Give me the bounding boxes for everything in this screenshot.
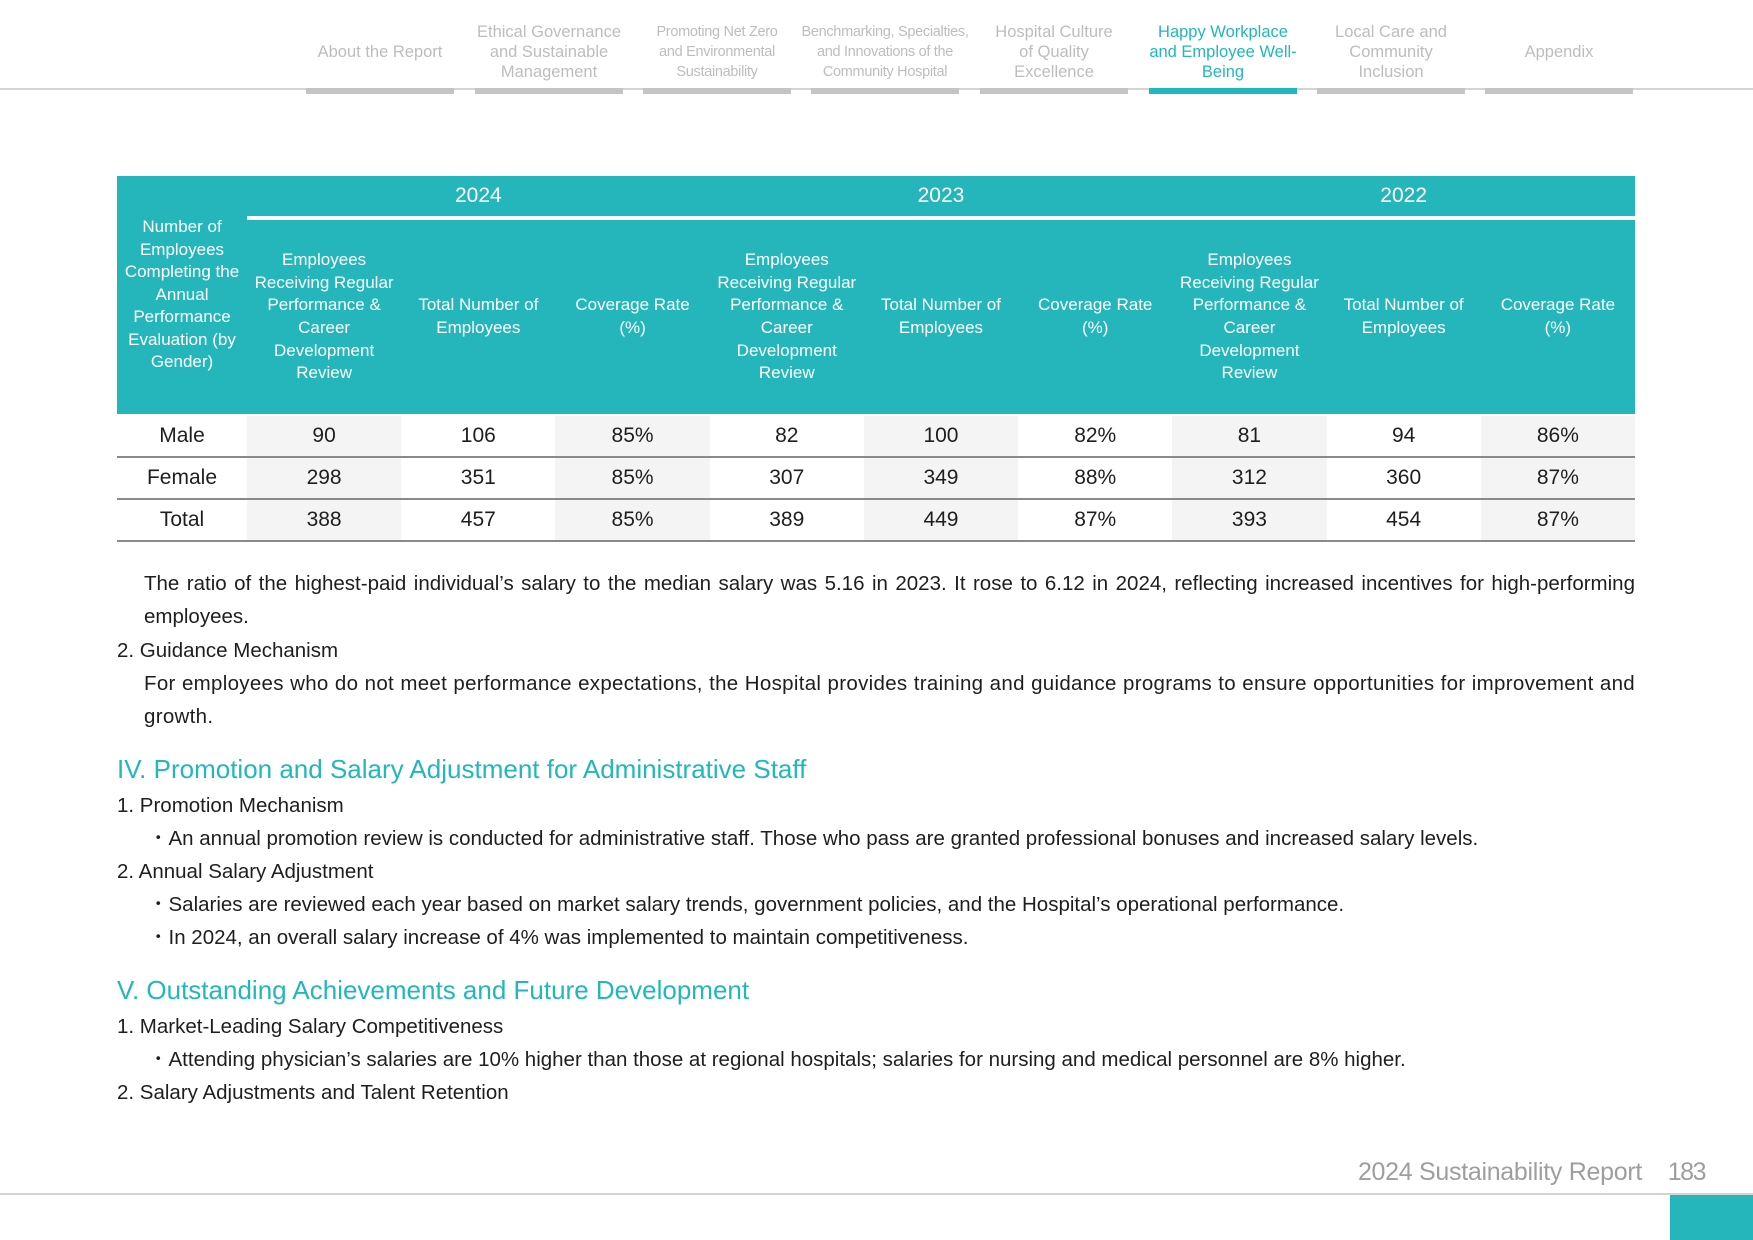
table-cell: 82% [1018, 415, 1172, 457]
table-cell: 87% [1481, 499, 1635, 541]
table-corner-header: Number of Employees Completing the Annual Performance Evaluation (by Gender) [117, 176, 247, 415]
tab-label: Hospital Culture of Quality Excellence [995, 23, 1113, 81]
tab-ethical-governance[interactable] [475, 20, 623, 94]
footer-divider [0, 1193, 1753, 1195]
market-competitiveness-heading: 1. Market-Leading Salary Competitiveness [117, 1015, 504, 1038]
tab-label: Benchmarking, Specialties, and Innovations of the Community Hospital [801, 24, 969, 80]
table-cell: 389 [710, 499, 864, 541]
row-label: Male [117, 415, 247, 457]
page-number: 183 [1667, 1158, 1705, 1186]
table-cell: 457 [401, 499, 555, 541]
table-cell: 393 [1172, 499, 1326, 541]
table-cell: 100 [864, 415, 1018, 457]
column-header-rate: Coverage Rate (%) [1018, 218, 1172, 415]
annual-adjustment-heading: 2. Annual Salary Adjustment [117, 860, 374, 883]
tab-net-zero[interactable] [643, 20, 791, 94]
tab-about-the-report[interactable] [306, 20, 454, 94]
table-cell: 82 [710, 415, 864, 457]
annual-adjustment-bullet: ・Salaries are reviewed each year based on market salary trends, government policies, and the Hospital’s operational performance. [148, 893, 1345, 916]
guidance-heading: 2. Guidance Mechanism [117, 639, 339, 662]
tab-local-care[interactable] [1317, 20, 1465, 94]
table-row-male [117, 415, 1635, 457]
table-cell: 81 [1172, 415, 1326, 457]
column-header-rate: Coverage Rate (%) [1481, 218, 1635, 415]
table-cell: 85% [555, 499, 709, 541]
table-cell: 454 [1327, 499, 1481, 541]
year-header-2024: 2024 [247, 176, 710, 218]
talent-retention-heading: 2. Salary Adjustments and Talent Retention [117, 1081, 509, 1104]
footer-accent-block [1670, 1195, 1753, 1240]
table-cell: 87% [1481, 457, 1635, 499]
tab-label: Happy Workplace and Employee Well-Being [1149, 23, 1297, 81]
annual-adjustment-bullet: ・In 2024, an overall salary increase of 4% was implemented to maintain competitiveness. [148, 926, 969, 949]
year-header-2022: 2022 [1172, 176, 1635, 218]
table-cell: 85% [555, 415, 709, 457]
tab-label: Ethical Governance and Sustainable Management [477, 23, 621, 81]
promotion-bullet: ・An annual promotion review is conducted for administrative staff. Those who pass are granted professional bonuses and increased salary levels. [148, 827, 1479, 850]
market-competitiveness-bullet: ・Attending physician’s salaries are 10% higher than those at regional hospitals; salaries for nursing and medical personnel are 8% higher. [148, 1048, 1406, 1071]
top-navigation [0, 0, 1753, 95]
table-cell: 87% [1018, 499, 1172, 541]
tab-appendix[interactable] [1485, 20, 1633, 94]
table-cell: 90 [247, 415, 401, 457]
tab-label: Local Care and Community Inclusion [1335, 23, 1447, 81]
tab-indicator [1317, 88, 1465, 94]
tab-hospital-culture[interactable] [980, 20, 1128, 94]
tab-indicator [811, 88, 959, 94]
tab-benchmarking[interactable] [801, 20, 969, 94]
table-cell: 388 [247, 499, 401, 541]
section-5-heading: V. Outstanding Achievements and Future Development [117, 975, 750, 1005]
tab-indicator [306, 88, 454, 94]
column-header-total: Total Number of Employees [401, 218, 555, 415]
year-header-2023: 2023 [710, 176, 1173, 218]
guidance-paragraph: For employees who do not meet performance expectations, the Hospital provides training and guidance programs to ensure opportunities for improvement and growth. [144, 672, 1635, 728]
column-header-receiving: Employees Receiving Regular Performance & Career Development Review [247, 218, 401, 415]
report-title: 2024 Sustainability Report [1357, 1158, 1642, 1186]
table-cell: 86% [1481, 415, 1635, 457]
table-cell: 298 [247, 457, 401, 499]
promotion-heading: 1. Promotion Mechanism [117, 794, 344, 817]
tab-indicator [1485, 88, 1633, 94]
table-cell: 449 [864, 499, 1018, 541]
column-header-total: Total Number of Employees [864, 218, 1018, 415]
table-cell: 360 [1327, 457, 1481, 499]
section-4-heading: IV. Promotion and Salary Adjustment for Administrative Staff [117, 754, 807, 784]
tab-indicator [475, 88, 623, 94]
table-cell: 351 [401, 457, 555, 499]
salary-ratio-paragraph: The ratio of the highest-paid individual’s salary to the median salary was 5.16 in 2023. It rose to 6.12 in 2024, reflecting increased incentives for high-performing employees. [144, 572, 1635, 628]
tab-indicator [980, 88, 1128, 94]
table-cell: 307 [710, 457, 864, 499]
tab-label: About the Report [317, 43, 443, 61]
table-cell: 88% [1018, 457, 1172, 499]
tab-label: Promoting Net Zero and Environmental Sustainability [656, 24, 778, 80]
column-header-receiving: Employees Receiving Regular Performance & Career Development Review [710, 218, 864, 415]
row-label: Total [117, 499, 247, 541]
tab-active-indicator [1149, 88, 1297, 94]
tab-happy-workplace[interactable] [1149, 20, 1297, 94]
tab-indicator [643, 88, 791, 94]
table-row-total [117, 499, 1635, 541]
table-row-female [117, 457, 1635, 499]
tab-label: Appendix [1524, 43, 1594, 61]
table-cell: 85% [555, 457, 709, 499]
column-header-total: Total Number of Employees [1327, 218, 1481, 415]
performance-evaluation-table [117, 176, 1635, 542]
column-header-rate: Coverage Rate (%) [555, 218, 709, 415]
table-cell: 349 [864, 457, 1018, 499]
row-label: Female [117, 457, 247, 499]
table-cell: 312 [1172, 457, 1326, 499]
column-header-receiving: Employees Receiving Regular Performance & Career Development Review [1172, 218, 1326, 415]
table-cell: 94 [1327, 415, 1481, 457]
table-cell: 106 [401, 415, 555, 457]
